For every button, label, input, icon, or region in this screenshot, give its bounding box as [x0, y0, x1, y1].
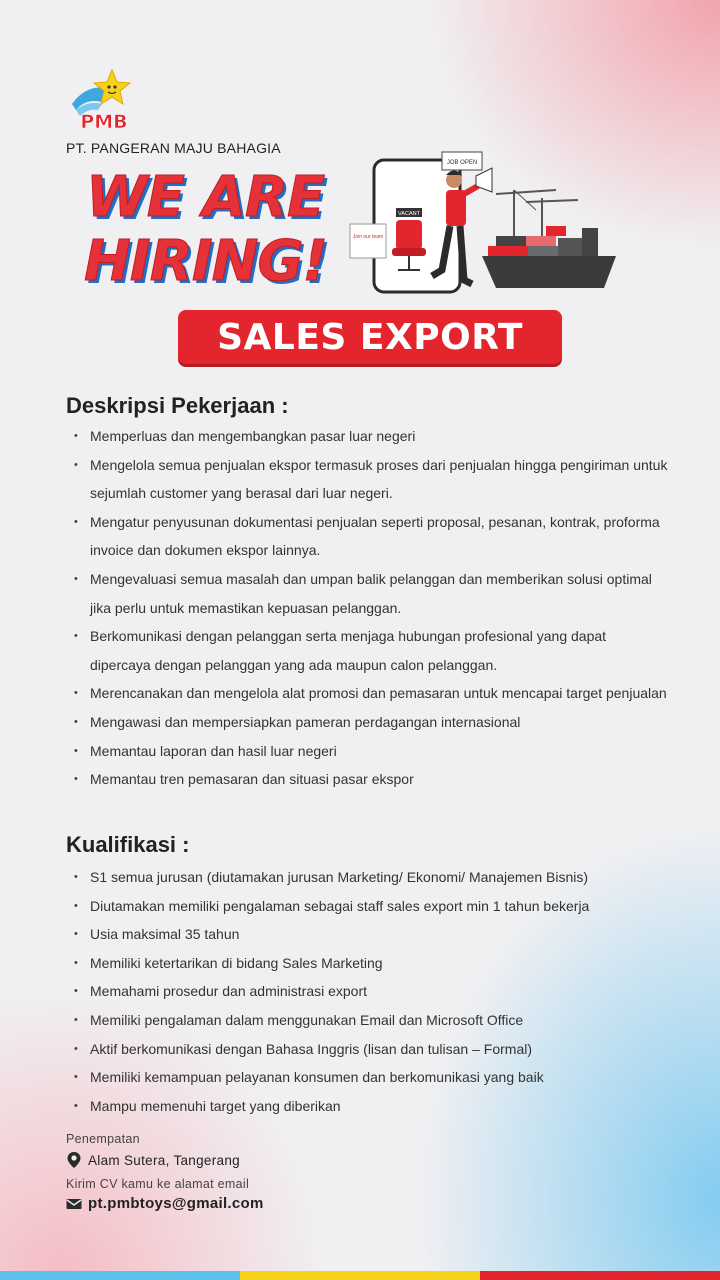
list-item: • Usia maksimal 35 tahun: [68, 920, 678, 949]
job-open-sign: JOB OPEN: [446, 160, 478, 166]
headline-line-2: HIRING!: [84, 229, 328, 294]
job-description-list: [68, 422, 668, 794]
list-item: • Mengatur penyusunan dokumentasi penjualan seperti proposal, pesanan, kontrak, proforma invoice dan dokumen ekspor lainnya.: [68, 508, 668, 565]
list-item: • Memperluas dan mengembangkan pasar luar negeri: [68, 422, 668, 451]
list-item: • Mampu memenuhi target yang diberikan: [68, 1092, 678, 1121]
list-item: • Merencanakan dan mengelola alat promosi dan pemasaran untuk mencapai target penjualan: [68, 679, 668, 708]
list-item: • Memiliki kemampuan pelayanan konsumen dan berkomunikasi yang baik: [68, 1063, 678, 1092]
mail-icon: [66, 1198, 82, 1210]
list-item: • S1 semua jurusan (diutamakan jurusan Marketing/ Ekonomi/ Manajemen Bisnis): [68, 863, 678, 892]
list-item: • Berkomunikasi dengan pelanggan serta menjaga hubungan profesional yang dapat dipercaya dengan pelanggan yang ada maupun calon pelanggan.: [68, 622, 668, 679]
list-item: • Memiliki pengalaman dalam menggunakan Email dan Microsoft Office: [68, 1006, 678, 1035]
location-text: Alam Sutera, Tangerang: [88, 1152, 240, 1168]
list-item: • Memahami prosedur dan administrasi export: [68, 977, 678, 1006]
list-item: • Mengawasi dan mempersiapkan pameran perdagangan internasional: [68, 708, 668, 737]
list-item: • Memiliki ketertarikan di bidang Sales Marketing: [68, 949, 678, 978]
location-row: [66, 1151, 240, 1169]
list-item: • Mengevaluasi semua masalah dan umpan balik pelanggan dan memberikan solusi optimal jika perlu untuk memastikan kepuasan pelanggan.: [68, 565, 668, 622]
vacant-sign: VACANT: [398, 211, 420, 217]
list-item: • Aktif berkomunikasi dengan Bahasa Inggris (lisan dan tulisan – Formal): [68, 1035, 678, 1064]
send-cv-label: Kirim CV kamu ke alamat email: [66, 1177, 250, 1191]
qualification-title: Kualifikasi :: [66, 832, 190, 857]
qualification-list: [68, 863, 678, 1120]
bar-yellow: [240, 1271, 480, 1280]
location-pin-icon: [66, 1151, 82, 1169]
list-item: • Memantau laporan dan hasil luar negeri: [68, 737, 668, 766]
position-title: SALES EXPORT: [217, 316, 523, 358]
list-item: • Diutamakan memiliki pengalaman sebagai staff sales export min 1 tahun bekerja: [68, 892, 678, 921]
list-item: • Mengelola semua penjualan ekspor termasuk proses dari penjualan hingga pengiriman untuk sejumlah customer yang berasal dari luar negeri.: [68, 451, 668, 508]
bar-blue: [0, 1271, 240, 1280]
position-banner: [178, 310, 562, 364]
email-row: [66, 1195, 264, 1212]
headline-line-1: WE ARE: [86, 165, 325, 230]
pmb-logo: [68, 66, 140, 136]
bar-red: [480, 1271, 720, 1280]
list-item: • Memantau tren pemasaran dan situasi pasar ekspor: [68, 765, 668, 794]
email-address: pt.pmbtoys@gmail.com: [88, 1195, 264, 1212]
job-description-title: Deskripsi Pekerjaan :: [66, 393, 289, 418]
company-name: PT. PANGERAN MAJU BAHAGIA: [66, 140, 281, 156]
placement-label: Penempatan: [66, 1132, 140, 1146]
bottom-color-bar: [0, 1271, 720, 1280]
hiring-illustration: [346, 150, 630, 298]
logo-text: PMB: [80, 111, 128, 133]
join-our-team-text: Join our team: [352, 234, 384, 240]
